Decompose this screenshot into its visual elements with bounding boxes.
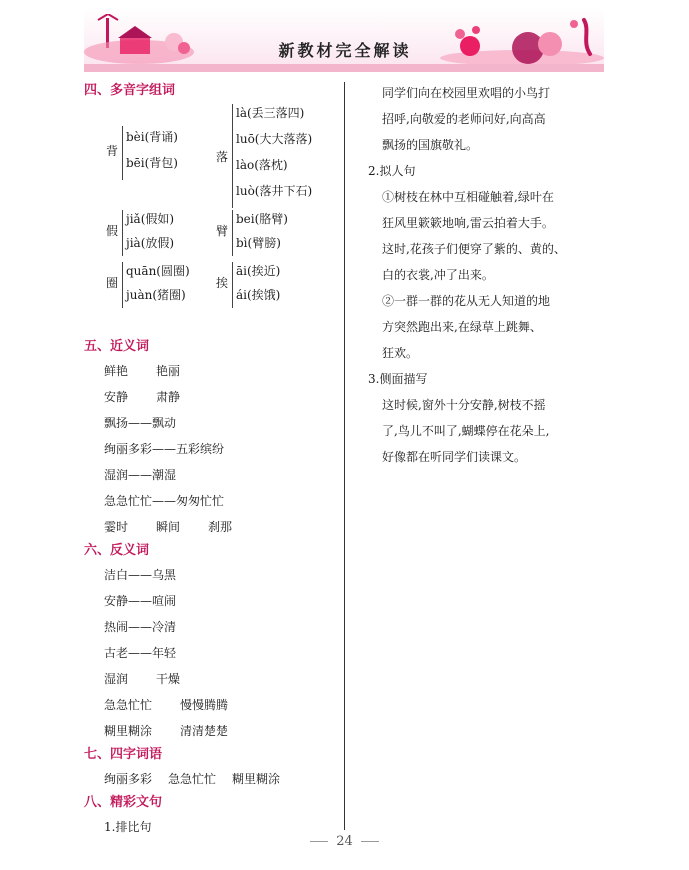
right-column <box>368 80 612 470</box>
word-line <box>84 462 334 488</box>
polyphone-reading: lào(落枕) <box>236 158 288 172</box>
polyphone-reading: jiǎ(假如) <box>126 212 175 226</box>
text-line: 这时,花孩子们便穿了紫的、黄的、 <box>382 242 566 256</box>
word: 霎时 <box>104 520 129 534</box>
section-title: 七、四字词语 <box>84 747 163 762</box>
polyphone-group <box>84 102 214 202</box>
section-title: 六、反义词 <box>84 543 150 558</box>
word: 急急忙忙 <box>168 772 217 786</box>
brace <box>122 126 123 180</box>
word: 绚丽多彩 <box>104 772 153 786</box>
polyphone-reading: bèi(背诵) <box>126 130 178 144</box>
brace <box>122 210 123 256</box>
word-line <box>84 614 334 640</box>
header-title: 新教材完全解读 <box>278 41 412 60</box>
text-line: ②一群一群的花从无人知道的地 <box>382 294 551 308</box>
word-line <box>84 562 334 588</box>
text-line: 方突然跑出来,在绿草上跳舞、 <box>382 320 542 334</box>
word: 刹那 <box>208 520 233 534</box>
subsection-label: 1.排比句 <box>104 820 152 834</box>
page-number-dash <box>310 841 328 842</box>
polyphone-reading: quān(圆圈) <box>126 264 190 278</box>
word: 热闹——冷清 <box>104 620 177 634</box>
text-line: 了,鸟儿不叫了,蝴蝶停在花朵上, <box>382 424 550 438</box>
word-line <box>84 666 334 692</box>
page-number-dash <box>361 841 379 842</box>
word-line <box>84 514 334 540</box>
polyphone-char: 挨 <box>216 276 229 290</box>
word: 安静 <box>104 390 129 404</box>
polyphone-reading: āi(挨近) <box>236 264 281 278</box>
text-line: 狂风里簌簌地响,雷云拍着大手。 <box>382 216 554 230</box>
word-line <box>84 640 334 666</box>
brace <box>232 104 233 208</box>
polyphone-group <box>84 208 214 258</box>
word-line <box>84 358 334 384</box>
word-line <box>84 410 334 436</box>
polyphone-char: 落 <box>216 150 229 164</box>
polyphone-reading: luò(落井下石) <box>236 184 313 198</box>
word-line <box>84 488 334 514</box>
text-line: ①树枝在林中互相碰触着,绿叶在 <box>382 190 554 204</box>
word: 鲜艳 <box>104 364 129 378</box>
polyphone-reading: bei(胳臂) <box>236 212 288 226</box>
text-line: 好像都在听同学们读课文。 <box>382 450 527 464</box>
brace <box>232 262 233 308</box>
decorative-house-icon <box>84 14 194 70</box>
polyphone-char: 圈 <box>106 276 119 290</box>
word: 干燥 <box>156 672 181 686</box>
word: 清清楚楚 <box>180 724 229 738</box>
polyphone-reading: juàn(猪圈) <box>126 288 186 302</box>
polyphone-group <box>212 208 342 258</box>
polyphone-block <box>84 102 334 308</box>
brace <box>122 262 123 308</box>
polyphone-reading: bēi(背包) <box>126 156 178 170</box>
subsection-title: 3.侧面描写 <box>368 372 428 386</box>
word: 洁白——乌黑 <box>104 568 177 582</box>
text-line: 这时候,窗外十分安静,树枝不摇 <box>382 398 546 412</box>
word: 糊里糊涂 <box>104 724 153 738</box>
text-line: 招呼,向敬爱的老师问好,向高高 <box>382 112 546 126</box>
word: 肃静 <box>156 390 181 404</box>
polyphone-group <box>84 260 214 310</box>
section-title: 五、近义词 <box>84 339 150 354</box>
word: 湿润——潮湿 <box>104 468 177 482</box>
page-number-value: 24 <box>336 834 353 849</box>
word: 艳丽 <box>156 364 181 378</box>
polyphone-reading: ái(挨饿) <box>236 288 281 302</box>
polyphone-reading: là(丢三落四) <box>236 106 305 120</box>
word: 绚丽多彩——五彩缤纷 <box>104 442 225 456</box>
text-line: 白的衣裳,冲了出来。 <box>382 268 494 282</box>
word: 古老——年轻 <box>104 646 177 660</box>
word: 飘扬——飘动 <box>104 416 177 430</box>
word: 急急忙忙——匆匆忙忙 <box>104 494 225 508</box>
polyphone-char: 臂 <box>216 224 229 238</box>
polyphone-char: 背 <box>106 144 119 158</box>
header-bar <box>84 64 604 72</box>
polyphone-char: 假 <box>106 224 119 238</box>
word: 安静——喧闹 <box>104 594 177 608</box>
polyphone-reading: bì(臂膀) <box>236 236 281 250</box>
word-line <box>84 384 334 410</box>
brace <box>232 210 233 256</box>
word: 糊里糊涂 <box>232 772 281 786</box>
polyphone-reading: luō(大大落落) <box>236 132 313 146</box>
polyphone-group <box>212 260 342 310</box>
text-line: 狂欢。 <box>382 346 419 360</box>
left-column <box>84 80 334 840</box>
page-number <box>0 834 689 849</box>
text-line: 飘扬的国旗敬礼。 <box>382 138 479 152</box>
column-divider <box>344 82 345 830</box>
word-line <box>84 718 334 744</box>
word-line <box>84 436 334 462</box>
polyphone-reading: jià(放假) <box>126 236 175 250</box>
word-line <box>84 692 334 718</box>
word-line <box>84 588 334 614</box>
text-line: 同学们向在校园里欢唱的小鸟打 <box>382 86 551 100</box>
word-line <box>84 766 334 792</box>
word: 慢慢腾腾 <box>180 698 229 712</box>
section-title: 八、精彩文句 <box>84 795 163 810</box>
section-title: 四、多音字组词 <box>84 83 176 98</box>
decorative-flowers-icon <box>440 14 604 70</box>
word: 急急忙忙 <box>104 698 153 712</box>
subsection-title: 2.拟人句 <box>368 164 416 178</box>
polyphone-group <box>212 102 342 212</box>
word: 瞬间 <box>156 520 181 534</box>
word: 湿润 <box>104 672 129 686</box>
